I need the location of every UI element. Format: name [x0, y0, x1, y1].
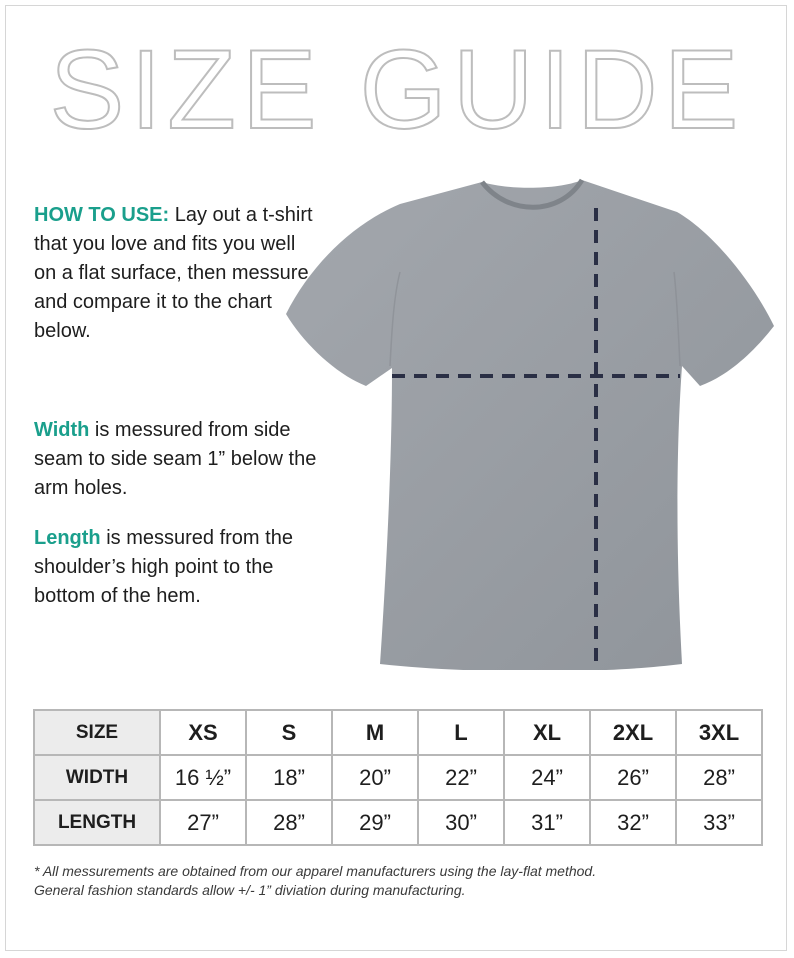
width-row	[34, 755, 762, 800]
size-chart-table	[33, 709, 763, 846]
length-note-heading: Length	[34, 527, 101, 549]
length-cell: 30”	[418, 800, 504, 845]
page-title: SIZE GUIDE	[49, 27, 745, 152]
length-cell: 29”	[332, 800, 418, 845]
tshirt-illustration	[282, 176, 778, 670]
size-cell: XS	[160, 710, 246, 755]
size-cell: L	[418, 710, 504, 755]
width-row-label: WIDTH	[34, 755, 160, 800]
width-note-body: is messured from side seam to side seam 1” below the arm holes.	[34, 419, 317, 499]
width-note	[34, 416, 319, 503]
size-cell: M	[332, 710, 418, 755]
how-to-use-body: Lay out a t-shirt that you love and fits you well on a flat surface, then messure and compare it to the chart below.	[34, 204, 313, 342]
width-cell: 26”	[590, 755, 676, 800]
length-cell: 33”	[676, 800, 762, 845]
size-cell: 3XL	[676, 710, 762, 755]
width-note-heading: Width	[34, 419, 90, 441]
length-cell: 32”	[590, 800, 676, 845]
footnote-line-1: * All messurements are obtained from our apparel manufacturers using the lay-flat method.	[34, 863, 597, 879]
length-cell: 27”	[160, 800, 246, 845]
size-row	[34, 710, 762, 755]
length-row-label: LENGTH	[34, 800, 160, 845]
footnote-line-2: General fashion standards allow +/- 1” diviation during manufacturing.	[34, 882, 466, 898]
width-cell: 18”	[246, 755, 332, 800]
width-cell: 28”	[676, 755, 762, 800]
how-to-use-text	[34, 201, 319, 346]
length-note	[34, 524, 319, 611]
length-cell: 28”	[246, 800, 332, 845]
width-cell: 22”	[418, 755, 504, 800]
size-cell: XL	[504, 710, 590, 755]
tshirt-body	[286, 180, 774, 670]
length-cell: 31”	[504, 800, 590, 845]
size-cell: 2XL	[590, 710, 676, 755]
size-cell: S	[246, 710, 332, 755]
width-cell: 24”	[504, 755, 590, 800]
size-row-label: SIZE	[34, 710, 160, 755]
footnote	[34, 862, 774, 900]
width-cell: 16 ½”	[160, 755, 246, 800]
how-to-use-heading: HOW TO USE:	[34, 204, 170, 226]
width-cell: 20”	[332, 755, 418, 800]
length-note-body: is messured from the shoulder’s high point to the bottom of the hem.	[34, 527, 293, 607]
length-row	[34, 800, 762, 845]
